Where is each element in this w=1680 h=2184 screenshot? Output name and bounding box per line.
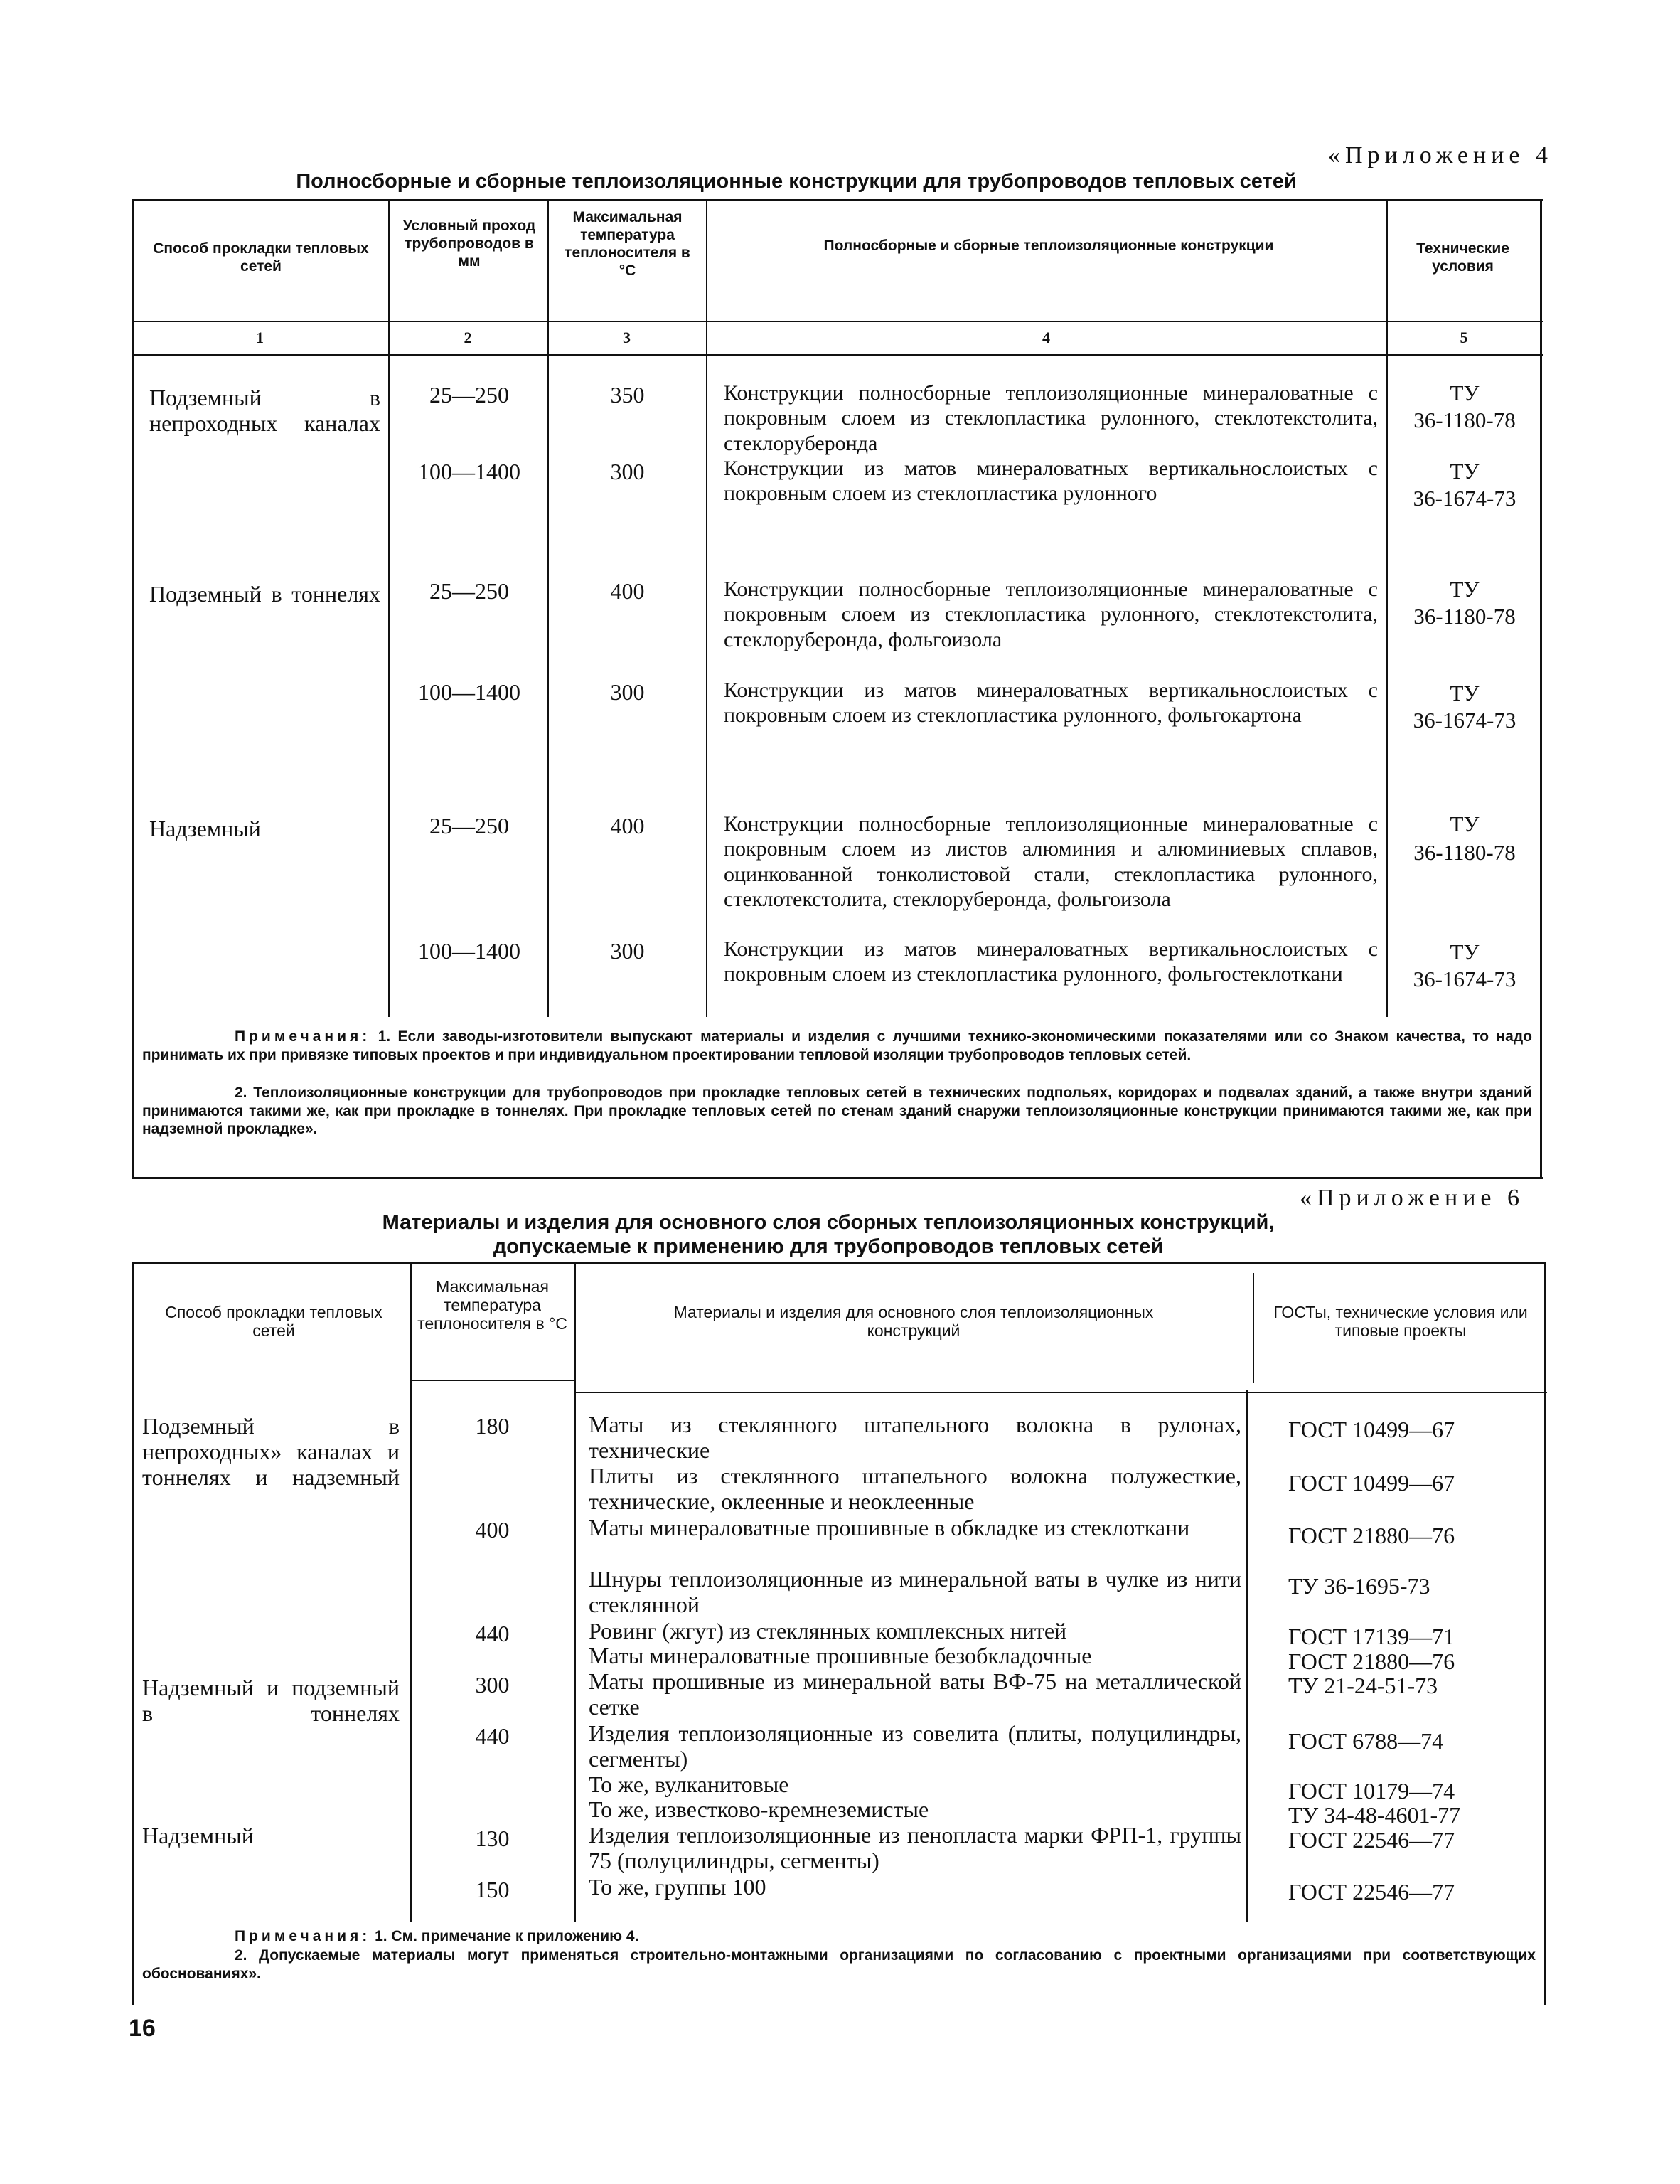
column-divider (574, 1262, 576, 1922)
material-cell: Маты из стеклянного штапельного волокна в рулонах, технические (589, 1412, 1241, 1463)
spec-number: 36-1180-78 (1413, 840, 1516, 865)
method-cell: Подземный в непроходных» каналах и тоннелях и надземный (142, 1413, 400, 1490)
table-left-border (132, 1262, 134, 2005)
temperature-cell: 180 (475, 1413, 510, 1439)
spec-label: ТУ (1450, 459, 1480, 484)
column-number: 1 (256, 329, 264, 346)
temperature-cell: 300 (610, 459, 645, 484)
method-cell: Подземный в непроходных каналах (149, 385, 380, 436)
appendix-4-note-2: 2. Теплоизоляционные конструкции для трубопроводов при прокладке тепловых сетей в технических подпольях, коридорах и подвалах зданий, а также внутри зданий принимаются такими же, как при прокладке в тоннелях. При прокладке тепловых сетей по стенам зданий снаружи теплоизоляционные конструкции принимаются такими же, как при надземной прокладке». (142, 1085, 1532, 1137)
material-cell: То же, группы 100 (589, 1874, 766, 1900)
header-standards: ГОСТы, технические условия или типовые проекты (1273, 1303, 1528, 1340)
notes-label: Примечания: (235, 1928, 371, 1944)
appendix-6-label: «Приложение 6 (1300, 1185, 1524, 1211)
temperature-cell: 300 (610, 938, 645, 964)
material-cell: Изделия теплоизоляционные из совелита (плиты, полуцилиндры, сегменты) (589, 1720, 1241, 1772)
standard-cell: ГОСТ 6788—74 (1288, 1728, 1444, 1754)
appendix-4-note-1 (142, 1028, 1532, 1064)
header-rule (132, 321, 1543, 322)
column-number: 3 (623, 329, 631, 346)
page-number: 16 (129, 2015, 156, 2042)
material-cell: Маты прошивные из минеральной ваты ВФ-75 на металлической сетке (589, 1668, 1241, 1720)
note-text: 1. Если заводы-изготовители выпускают материалы и изделия с лучшими технико-экономическими показателями или со Знаком качества, то надо принимать их при привязке типовых проектов и при индивидуальном проектировании тепловой изоляции трубопроводов тепловых сетей. (142, 1028, 1532, 1063)
spec-number: 36-1180-78 (1413, 604, 1516, 629)
appendix-6-note-1 (142, 1927, 1536, 1946)
standard-cell: ТУ 21-24-51-73 (1288, 1673, 1438, 1698)
standard-cell: ГОСТ 10499—67 (1288, 1470, 1455, 1496)
table-right-border (1544, 1262, 1546, 2005)
header-temperature: Максимальная температура теплоносителя в °С (417, 1277, 567, 1333)
method-cell: Подземный в тоннелях (149, 581, 380, 607)
method-cell: Надземный и подземный в тоннелях (142, 1675, 400, 1726)
temperature-cell: 350 (610, 382, 645, 407)
temperature-cell: 300 (610, 679, 645, 705)
header-temperature: Максимальная температура теплоносителя в °С (565, 209, 690, 279)
construction-cell: Конструкции из матов минераловатных вертикальнослоистых с покровным слоем из стеклопластика рулонного (724, 457, 1378, 506)
spec-label: ТУ (1450, 939, 1480, 964)
construction-cell: Конструкции из матов минераловатных вертикальнослоистых с покровным слоем из стеклопластика рулонного, фольгокартона (724, 678, 1378, 728)
appendix-6-title-line-1: Материалы и изделия для основного слоя сборных теплоизоляционных конструкций, (382, 1211, 1275, 1234)
material-cell: Шнуры теплоизоляционные из минеральной ваты в чулке из нити стеклянной (589, 1566, 1241, 1617)
column-number: 4 (1042, 329, 1050, 346)
spec-label: ТУ (1450, 577, 1480, 602)
table-top-rule (132, 1262, 1546, 1264)
appendix-4-title: Полносборные и сборные теплоизоляционные конструкции для трубопроводов тепловых сетей (296, 170, 1297, 193)
diameter-cell: 100—1400 (418, 679, 520, 705)
material-cell: Маты минераловатные прошивные безобкладочные (589, 1643, 1092, 1668)
spec-number: 36-1674-73 (1413, 486, 1516, 511)
temperature-cell: 300 (475, 1672, 510, 1698)
header-specs: Технические условия (1416, 240, 1509, 275)
construction-cell: Конструкции полносборные теплоизоляционные минераловатные с покровным слоем из листов алюминия и алюминиевых сплавов, оцинкованной тонколистовой стали, стеклопластика рулонного, стеклотекстолита, стеклоруберонда, фольгоизола (724, 812, 1378, 912)
material-cell: Ровинг (жгут) из стеклянных комплексных нитей (589, 1618, 1067, 1644)
spec-number: 36-1180-78 (1413, 407, 1516, 432)
spec-label: ТУ (1450, 681, 1480, 705)
diameter-cell: 25—250 (429, 813, 509, 838)
temperature-cell: 400 (475, 1517, 510, 1543)
construction-cell: Конструкции полносборные теплоизоляционные минераловатные с покровным слоем из стеклопластика рулонного, стеклотекстолита, стеклоруберонда, фольгоизола (724, 577, 1378, 651)
diameter-cell: 25—250 (429, 382, 509, 407)
standard-cell: ГОСТ 17139—71 (1288, 1624, 1455, 1649)
standard-cell: ТУ 36-1695-73 (1288, 1573, 1430, 1599)
header-diameter: Условный проход трубопроводов в мм (402, 218, 536, 270)
column-divider (1253, 1273, 1254, 1383)
spec-number: 36-1674-73 (1413, 708, 1516, 733)
header-materials: Материалы и изделия для основного слоя теплоизоляционных конструкций (673, 1303, 1154, 1340)
material-cell: Изделия теплоизоляционные из пенопласта марки ФРП-1, группы 75 (полуцилиндры, сегменты) (589, 1822, 1241, 1873)
standard-cell: ГОСТ 22546—77 (1288, 1827, 1455, 1853)
construction-cell: Конструкции полносборные теплоизоляционные минераловатные с покровным слоем из стеклопластика рулонного, стеклотекстолита, стеклоруберонда (724, 381, 1378, 455)
notes-label: Примечания: (235, 1028, 371, 1045)
standard-cell: ГОСТ 21880—76 (1288, 1648, 1455, 1674)
diameter-cell: 100—1400 (418, 459, 520, 484)
spec-label: ТУ (1450, 380, 1480, 405)
temperature-cell: 150 (475, 1877, 510, 1902)
column-number: 5 (1460, 329, 1468, 346)
column-divider (410, 1262, 412, 1922)
standard-cell: ТУ 34-48-4601-77 (1288, 1802, 1461, 1828)
header-rule (410, 1380, 574, 1381)
header-rule (574, 1392, 1547, 1393)
standard-cell: ГОСТ 21880—76 (1288, 1523, 1455, 1548)
material-cell: Плиты из стеклянного штапельного волокна полужесткие, технические, оклеенные и неоклеенные (589, 1463, 1241, 1514)
material-cell: Маты минераловатные прошивные в обкладке из стеклоткани (589, 1515, 1190, 1540)
method-cell: Надземный (149, 816, 261, 841)
column-divider (1246, 1390, 1248, 1922)
column-number: 2 (464, 329, 472, 346)
method-cell: Надземный (142, 1823, 254, 1848)
construction-cell: Конструкции из матов минераловатных вертикальнослоистых с покровным слоем из стеклопластика рулонного, фольгостеклоткани (724, 937, 1378, 986)
diameter-cell: 25—250 (429, 578, 509, 604)
temperature-cell: 400 (610, 578, 645, 604)
diameter-cell: 100—1400 (418, 938, 520, 964)
note-text: 1. См. примечание к приложению 4. (375, 1928, 639, 1944)
table-bottom-rule (132, 1177, 1543, 1179)
temperature-cell: 130 (475, 1826, 510, 1851)
material-cell: То же, вулканитовые (589, 1772, 789, 1797)
appendix-6-title-line-2: допускаемые к применению для трубопроводов тепловых сетей (493, 1235, 1164, 1258)
header-method: Способ прокладки тепловых сетей (165, 1303, 382, 1340)
header-method: Способ прокладки тепловых сетей (153, 240, 369, 275)
temperature-cell: 440 (475, 1723, 510, 1749)
standard-cell: ГОСТ 22546—77 (1288, 1879, 1455, 1905)
appendix-4-label: «Приложение 4 (1328, 142, 1553, 169)
header-constructions: Полносборные и сборные теплоизоляционные конструкции (823, 238, 1274, 254)
material-cell: То же, известково-кремнеземистые (589, 1796, 929, 1822)
spec-number: 36-1674-73 (1413, 966, 1516, 991)
spec-label: ТУ (1450, 811, 1480, 836)
temperature-cell: 400 (610, 813, 645, 838)
appendix-6-note-2: 2. Допускаемые материалы могут применяться строительно-монтажными организациями по согласованию с проектными организациями при соответствующих обоснованиях». (142, 1947, 1536, 1982)
standard-cell: ГОСТ 10179—74 (1288, 1778, 1455, 1804)
temperature-cell: 440 (475, 1621, 510, 1646)
table-top-rule (132, 199, 1543, 201)
standard-cell: ГОСТ 10499—67 (1288, 1417, 1455, 1442)
column-number-rule (132, 354, 1543, 356)
